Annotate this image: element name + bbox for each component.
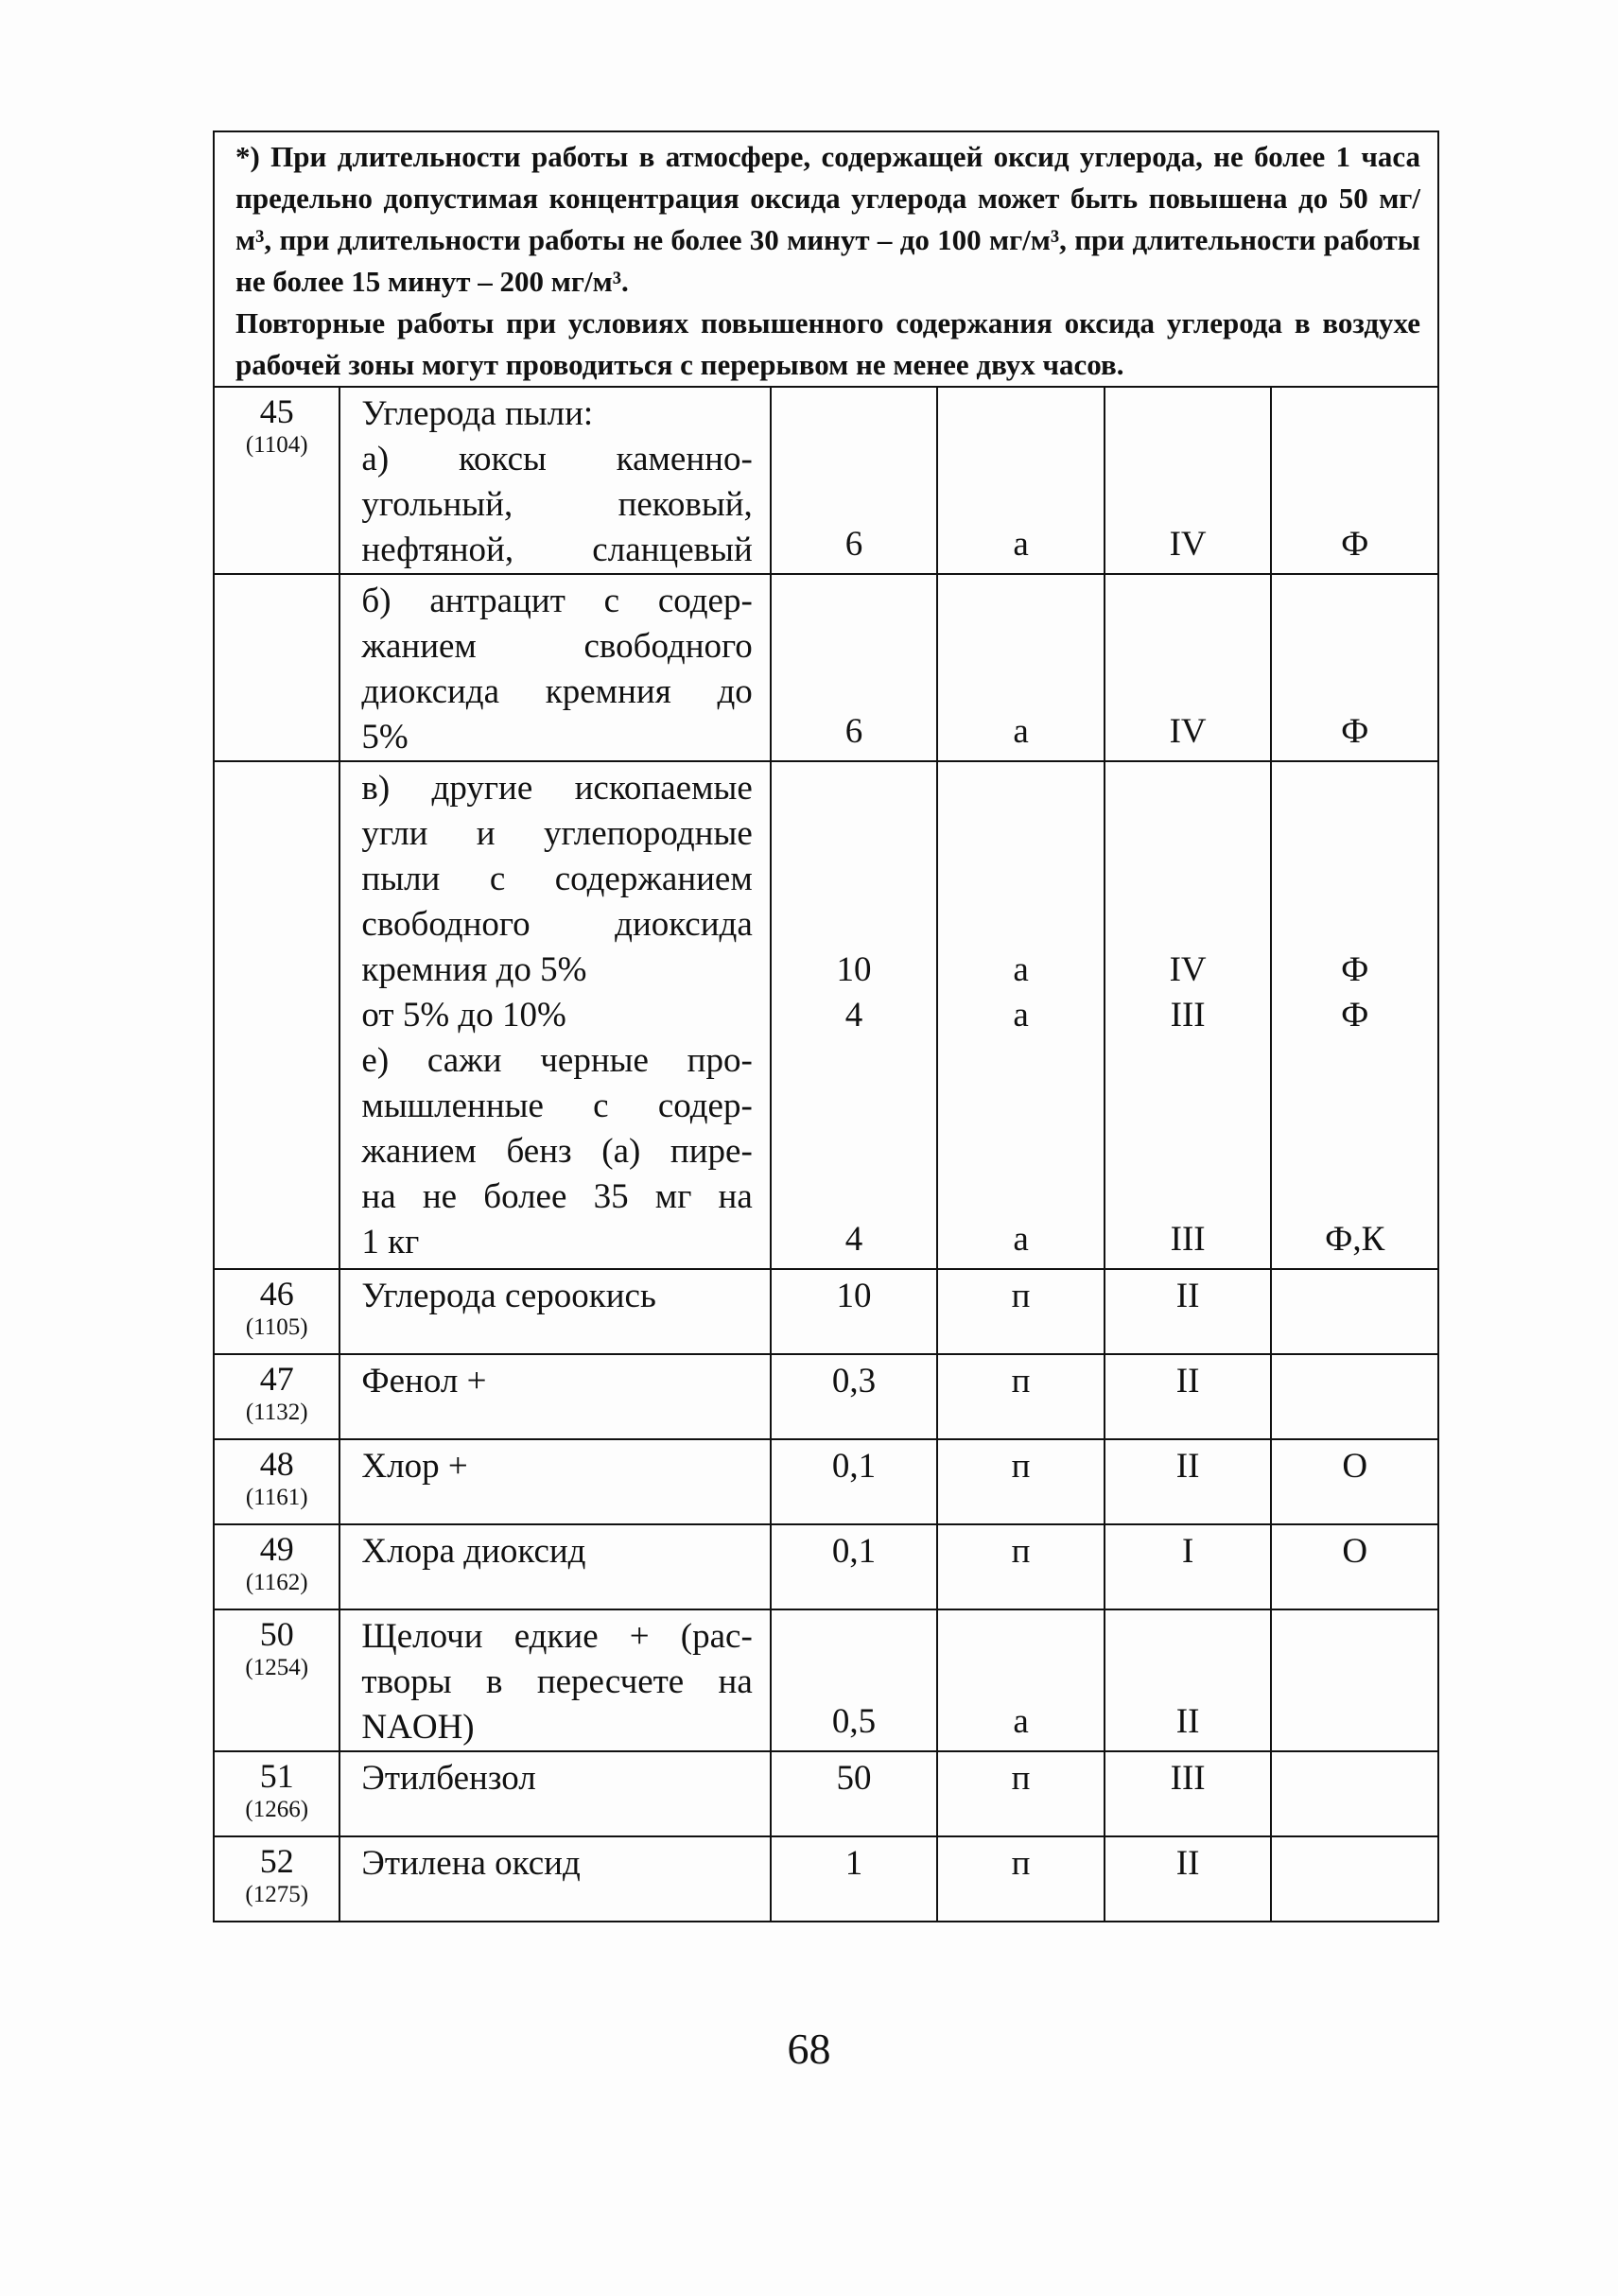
hazard-class: III [1170,1220,1206,1259]
page-number: 68 [787,2025,831,2073]
state-cell [937,1524,1105,1609]
row-code: (1105) [245,1314,308,1340]
substances-table [213,130,1439,1922]
hazard-cell [1105,1609,1272,1751]
name-line: в) другие ископаемые [361,769,753,808]
row-number: 50 [259,1615,294,1653]
hazard-cell [1105,1751,1272,1836]
substance-name: Хлор + [361,1447,468,1486]
name-line: угли и углепородные [361,814,753,853]
value-cell [771,1751,938,1836]
limit-value: 6 [844,712,863,751]
substance-name-cell [339,1439,770,1524]
table-row-47 [214,1354,1438,1439]
value-cell [771,761,938,1269]
value-cell [771,1836,938,1922]
note-cell [1271,1609,1438,1751]
value-cell [771,1354,938,1439]
row-number-cell [214,1354,339,1439]
row-number: 52 [259,1842,294,1880]
aggregate-state: а [1013,996,1029,1035]
value-cell [771,1524,938,1609]
aggregate-state: п [1011,1844,1031,1883]
table-row-45b [214,574,1438,761]
name-line: нефтяной, сланцевый [361,531,753,569]
hazard-cell [1105,1354,1272,1439]
name-line: угольный, пековый, [361,485,753,524]
effect-note: Ф [1341,525,1369,564]
name-line: Углерода пыли: [361,394,594,433]
row-number-cell [214,1524,339,1609]
row-number: 48 [259,1445,294,1483]
limit-value: 6 [844,525,863,564]
hazard-cell [1105,574,1272,761]
substance-name-cell [339,574,770,761]
hazard-cell [1105,1269,1272,1354]
substance-name-cell [339,1354,770,1439]
hazard-class: II [1175,1277,1200,1315]
row-number-cell [214,1836,339,1922]
row-number: 49 [259,1530,294,1568]
row-number: 45 [259,392,294,430]
name-line: на не более 35 мг на [361,1177,753,1216]
aggregate-state: а [1013,712,1029,751]
effect-note: Ф,К [1325,1220,1385,1259]
row-number-cell [214,1751,339,1836]
hazard-cell [1105,761,1272,1269]
row-number: 51 [259,1757,294,1795]
hazard-class: IV [1169,525,1207,564]
footnote-text-1: *) При длительности работы в атмосфере, содержащей оксид углерода, не более 1 часа предельно допустимая концентрация оксида углерода может быть повышена до 50 мг/м³, при длительности работы не более 30 минут – до 100 мг/м³, при длительности работы не более 15 минут – 200 мг/м³. [235,140,1420,298]
footnote-cell [214,131,1438,387]
effect-note: Ф [1341,950,1369,989]
substance-name: Этилбензол [361,1759,536,1798]
aggregate-state: п [1011,1362,1031,1400]
footnote-row [214,131,1438,387]
aggregate-state: а [1013,950,1029,989]
state-cell [937,1269,1105,1354]
state-cell [937,1439,1105,1524]
note-cell [1271,1354,1438,1439]
name-line: кремния до 5% [361,950,587,989]
row-code: (1132) [245,1400,308,1425]
state-cell [937,1751,1105,1836]
limit-value: 0,1 [831,1532,877,1571]
name-line: NAOH) [361,1708,475,1747]
name-line: мышленные с содер- [361,1087,753,1125]
value-cell [771,1439,938,1524]
row-number-cell [214,1269,339,1354]
substance-name-cell [339,1269,770,1354]
name-line: свободного диоксида [361,905,753,944]
name-line: жанием бенз (а) пире- [361,1132,753,1171]
table-row-45c [214,761,1438,1269]
row-number: 46 [259,1275,294,1313]
value-cell [771,1609,938,1751]
row-code: (1161) [245,1485,308,1510]
limit-value: 0,3 [831,1362,877,1400]
name-line: пыли с содержанием [361,860,753,898]
hazard-class: I [1181,1532,1194,1571]
table-row-45a [214,387,1438,574]
limit-value: 10 [836,1277,872,1315]
table-row-51 [214,1751,1438,1836]
note-cell [1271,1269,1438,1354]
row-number-cell [214,1439,339,1524]
hazard-cell [1105,1524,1272,1609]
note-cell [1271,761,1438,1269]
limit-value: 1 [844,1844,863,1883]
effect-note: Ф [1341,996,1369,1035]
effect-note: Ф [1341,712,1369,751]
hazard-class: IV [1169,950,1207,989]
hazard-class: III [1170,1759,1206,1798]
hazard-class: II [1175,1702,1200,1741]
name-line: 5% [361,718,409,757]
note-cell [1271,1524,1438,1609]
note-cell [1271,387,1438,574]
substance-name-cell [339,761,770,1269]
name-line: 1 кг [361,1223,420,1261]
note-cell [1271,1439,1438,1524]
name-line: Щелочи едкие + (рас- [361,1617,753,1656]
state-cell [937,574,1105,761]
aggregate-state: а [1013,1220,1029,1259]
substance-name: Углерода сероокись [361,1277,656,1315]
hazard-cell [1105,387,1272,574]
limit-value: 10 [836,950,872,989]
row-code: (1254) [245,1655,309,1680]
state-cell [937,1354,1105,1439]
aggregate-state: а [1013,525,1029,564]
limit-value: 0,1 [831,1447,877,1486]
hazard-class: II [1175,1447,1200,1486]
state-cell [937,1609,1105,1751]
substance-name-cell [339,1524,770,1609]
substance-name-cell [339,1609,770,1751]
state-cell [937,761,1105,1269]
table-row-46 [214,1269,1438,1354]
name-line: а) коксы каменно- [361,440,753,478]
value-cell [771,1269,938,1354]
substance-name-cell [339,1751,770,1836]
row-code: (1162) [245,1570,308,1595]
aggregate-state: п [1011,1447,1031,1486]
footnote-text-2: Повторные работы при условиях повышенного содержания оксида углерода в воздухе рабочей зоны могут проводиться с перерывом не менее двух часов. [235,306,1420,381]
limit-value: 4 [844,1220,863,1259]
table-row-52 [214,1836,1438,1922]
name-line: е) сажи черные про- [361,1041,753,1080]
limit-value: 4 [844,996,863,1035]
substance-name-cell [339,1836,770,1922]
name-line: жанием свободного [361,627,753,666]
note-cell [1271,1751,1438,1836]
value-cell [771,574,938,761]
empty-number-cell [214,574,339,761]
hazard-cell [1105,1439,1272,1524]
aggregate-state: а [1013,1702,1029,1741]
substance-name: Этилена оксид [361,1844,581,1883]
substance-name-cell [339,387,770,574]
name-line: диоксида кремния до [361,672,753,711]
state-cell [937,1836,1105,1922]
row-code: (1104) [245,432,308,458]
aggregate-state: п [1011,1277,1031,1315]
empty-number-cell [214,761,339,1269]
name-line: от 5% до 10% [361,996,566,1035]
table-row-49 [214,1524,1438,1609]
state-cell [937,387,1105,574]
hazard-cell [1105,1836,1272,1922]
hazard-class: II [1175,1362,1200,1400]
note-cell [1271,574,1438,761]
row-code: (1275) [245,1882,309,1907]
table-row-48 [214,1439,1438,1524]
hazard-class: III [1170,996,1206,1035]
effect-note: О [1342,1532,1368,1571]
limit-value: 50 [836,1759,872,1798]
aggregate-state: п [1011,1759,1031,1798]
value-cell [771,387,938,574]
name-line: творы в пересчете на [361,1662,753,1701]
effect-note: О [1342,1447,1368,1486]
table-row-50 [214,1609,1438,1751]
row-code: (1266) [245,1797,309,1822]
row-number-cell [214,387,339,574]
row-number: 47 [259,1360,294,1398]
note-cell [1271,1836,1438,1922]
substance-name: Фенол + [361,1362,487,1400]
substance-name: Хлора диоксид [361,1532,586,1571]
hazard-class: II [1175,1844,1200,1883]
row-number-cell [214,1609,339,1751]
hazard-class: IV [1169,712,1207,751]
limit-value: 0,5 [831,1702,877,1741]
aggregate-state: п [1011,1532,1031,1571]
name-line: б) антрацит с содер- [361,582,753,620]
